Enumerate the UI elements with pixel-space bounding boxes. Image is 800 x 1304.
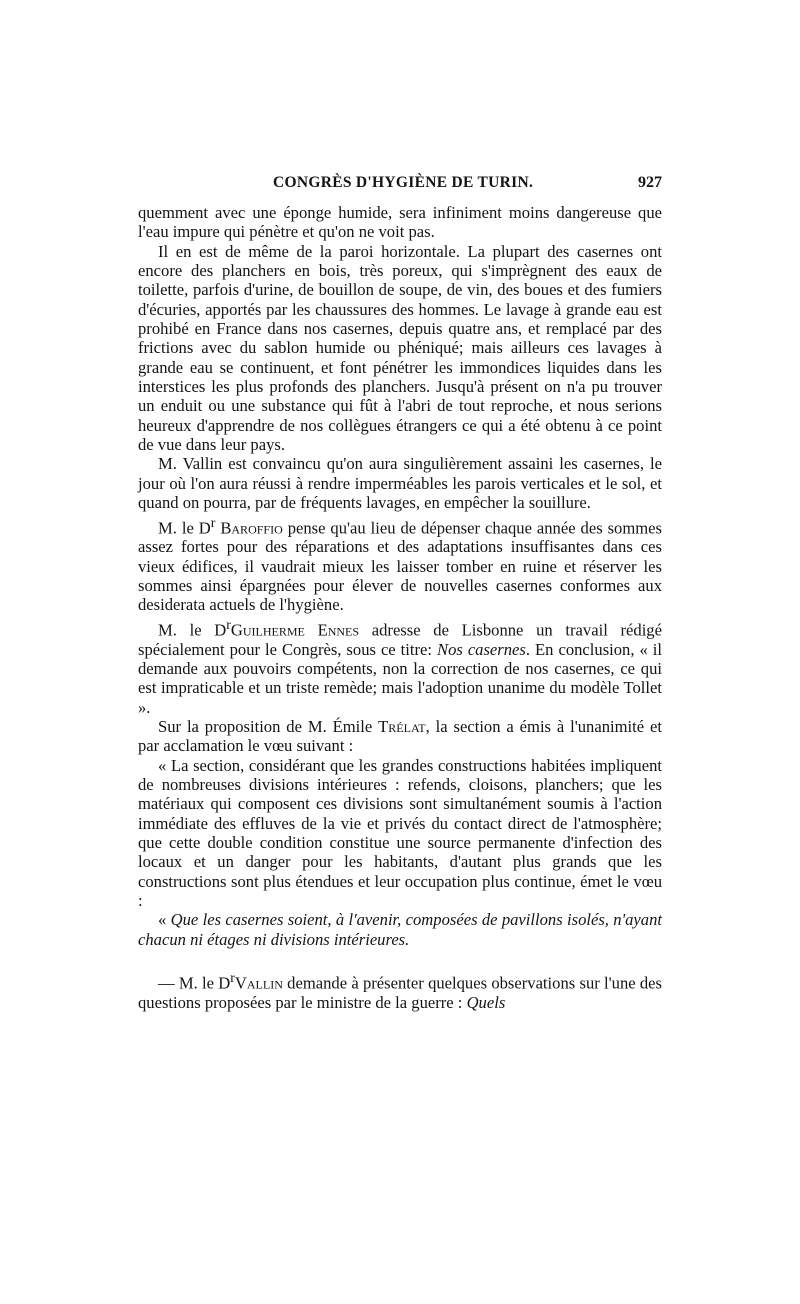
paragraph-continuation	[138, 203, 662, 242]
paragraph-ennes	[138, 615, 662, 717]
paragraph-lead: M. le D	[158, 620, 227, 640]
paragraph-text: pense qu'au lieu de dépenser chaque année des sommes assez fortes pour des réparations et des adaptations insuffisantes dans ces vieux édifices, il vaudrait mieux les laisser tomber en ruine et réserver les sommes ainsi épargnées pour élever de nouvelles casernes conformes aux desiderata actuels de l'hygiène.	[138, 518, 662, 615]
paragraph-vallin-question	[138, 968, 662, 1012]
paragraph-text: quemment avec une éponge humide, sera infiniment moins dangereuse que l'eau impure qui pénètre et qu'on ne voit pas.	[138, 203, 662, 242]
superscript: r	[230, 970, 235, 986]
paragraph-text: Il en est de même de la paroi horizontale. La plupart des casernes ont encore des planchers en bois, très poreux, qui s'imprègnent des eaux de toilette, parfois d'urine, de bouillon de soupe, de vin, des boues et des fumiers d'écuries, apportés par les chaussures des hommes. Le lavage à grande eau est prohibé en France dans nos casernes, depuis quatre ans, et remplacé par des frictions avec du sablon humide ou phéniqué; mais ailleurs ces lavages à grande eau se continuent, et font pénétrer les immondices liquides dans les interstices les plus profonds des planchers. Jusqu'à présent on n'a pu trouver un enduit ou une substance qui fût à l'abri de tout reproche, et nous serions heureux d'apprendre de nos collègues étrangers ce qui a été obtenu à ce point de vue dans leur pays.	[138, 241, 662, 455]
paragraph-text: M. Vallin est convaincu qu'on aura singulièrement assaini les casernes, le jour où l'on aura réussi à rendre imperméables les parois verticales et le sol, et quand on pourra, par de fréquents lavages, en empêcher la souillure.	[138, 454, 662, 513]
paragraph-wish	[138, 910, 662, 949]
paragraph-lead: M. le D	[158, 518, 211, 538]
person-name: Baroffio	[220, 518, 283, 538]
quote-mark: «	[158, 910, 171, 930]
body-text	[138, 203, 662, 1012]
paragraph-text: demande à présenter quelques observations sur l'une des questions proposées par le ministre de la guerre :	[138, 973, 662, 1012]
paragraph-text: adresse de Lisbonne un travail rédigé spécialement pour le Congrès, sous ce titre:	[138, 620, 662, 659]
page-number: 927	[638, 174, 662, 191]
superscript: r	[226, 616, 231, 632]
paragraph-text: . En conclusion, « il demande aux pouvoirs compétents, non la correction de nos casernes, ce qui est impraticable et un triste remède; mais l'adoption unanime du modèle Tollet ».	[138, 639, 663, 717]
wish-text: Que les casernes soient, à l'avenir, composées de pavillons isolés, n'ayant chacun ni étages ni divisions intérieures.	[138, 910, 662, 949]
paragraph-lead: — M. le D	[158, 973, 231, 993]
paragraph-lead: Sur la proposition de M. Émile	[158, 717, 379, 736]
paragraph-trelat	[138, 717, 662, 756]
italic-text: Quels	[466, 993, 506, 1012]
paragraph-text: « La section, considérant que les grandes constructions habitées impliquent de nombreuses divisions intérieures : refends, cloisons, planchers; que les matériaux qui composent ces divisions sont simultanément soumis à l'action immédiate des effluves de la vie et privés du contact direct de l'atmosphère; que cette double condition constitue une source permanente d'infection des locaux et un danger pour les habitants, d'autant plus grands que les constructions sont plus étendues et leur occupation plus continue, émet le vœu :	[138, 755, 662, 911]
paragraph-vallin-opinion	[138, 454, 662, 512]
paragraph-text: , la section a émis à l'unanimité et par acclamation le vœu suivant :	[138, 717, 662, 756]
page-header	[138, 172, 662, 198]
paragraph-baroffio	[138, 513, 662, 615]
running-title: CONGRÈS D'HYGIÈNE DE TURIN.	[273, 174, 534, 191]
paragraph-floors	[138, 242, 662, 455]
paragraph-resolution	[138, 756, 662, 911]
superscript: r	[210, 514, 216, 530]
person-name: Guilherme Ennes	[230, 620, 360, 640]
person-name: Trélat	[378, 717, 426, 736]
work-title: Nos casernes	[437, 639, 526, 659]
person-name: Vallin	[234, 973, 283, 993]
paragraph-gap	[138, 949, 662, 968]
